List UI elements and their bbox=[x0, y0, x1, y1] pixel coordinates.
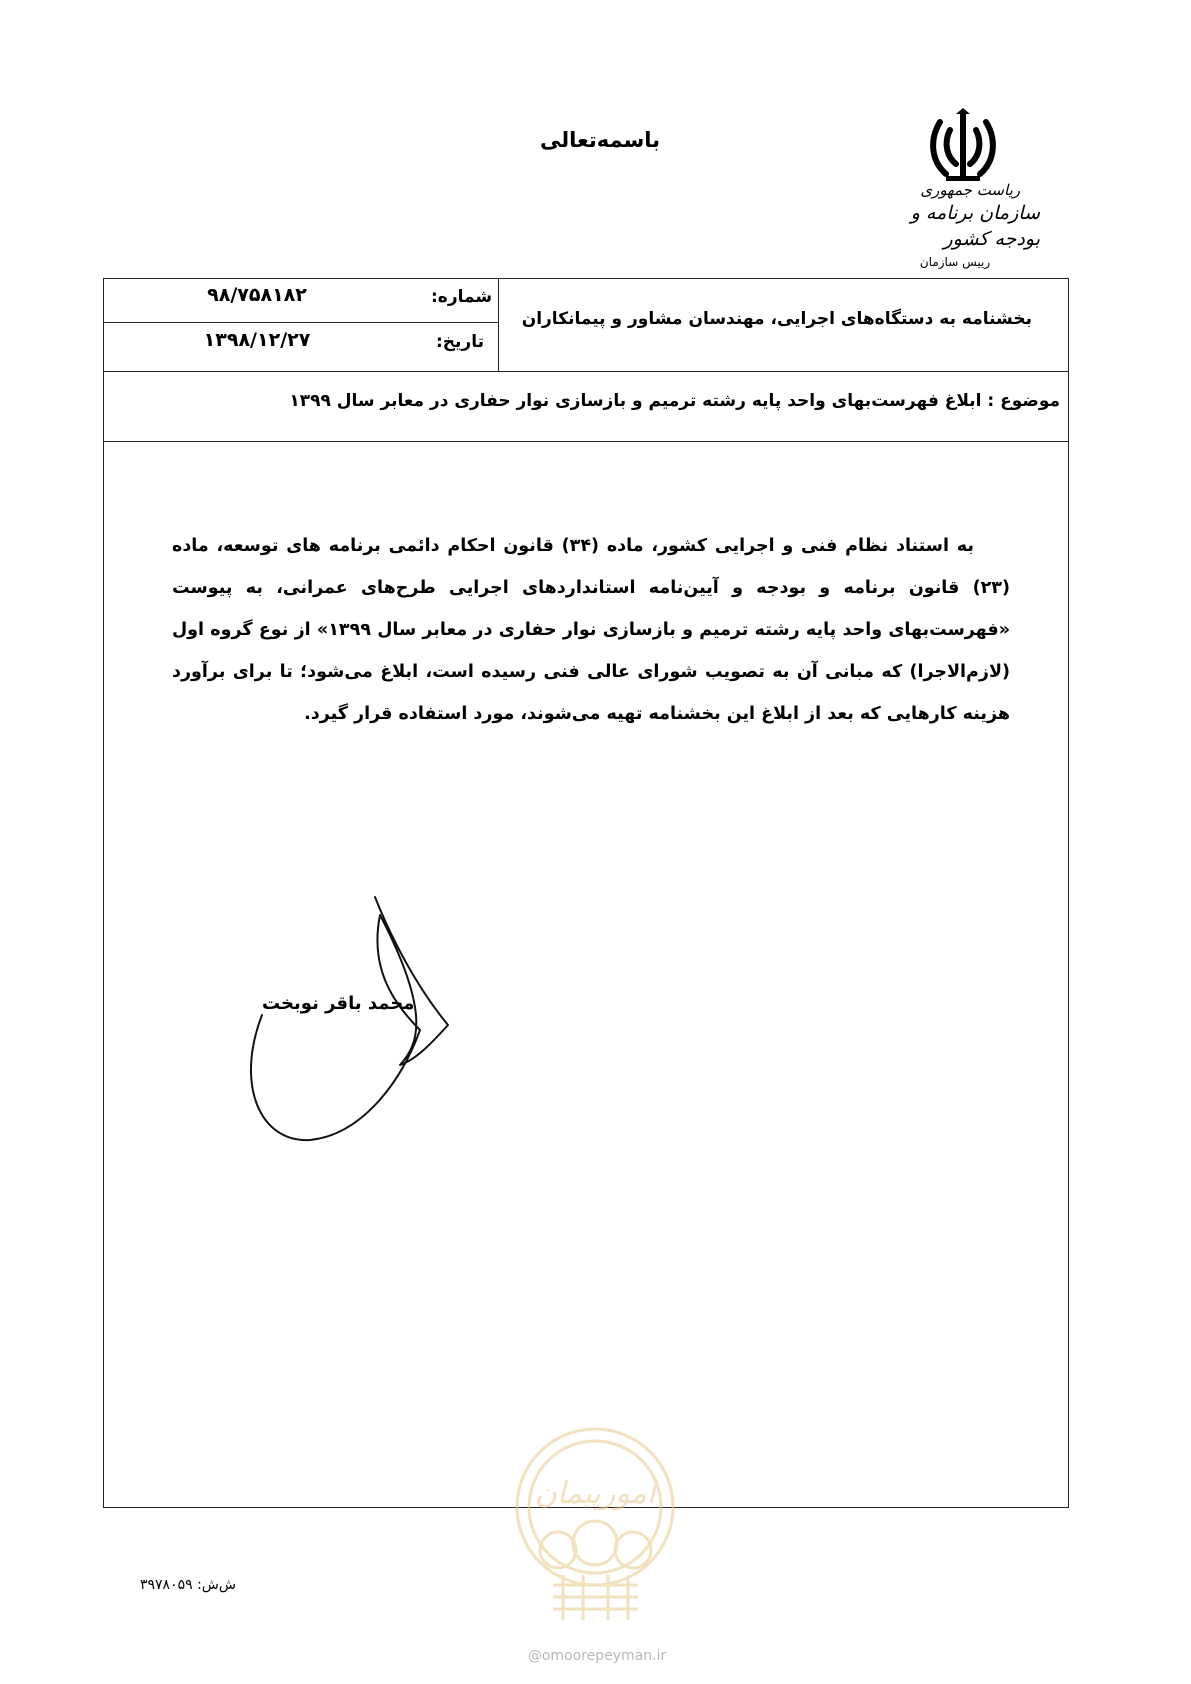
presidency-label: ریاست جمهوری bbox=[920, 181, 1020, 199]
iran-emblem-icon bbox=[926, 108, 1000, 186]
organization-head-label: رییس سازمان bbox=[919, 255, 991, 269]
number-value: ۹۸/۷۵۸۱۸۲ bbox=[207, 284, 307, 306]
body-line: (۲۳) قانون برنامه و بودجه و آیین‌نامه استانداردهای اجرایی طرح‌های عمرانی، به پیوست bbox=[172, 578, 1010, 598]
organization-name bbox=[870, 180, 1040, 252]
reference-footnote: ش‌ش: ۳۹۷۸۰۵۹ bbox=[140, 1577, 236, 1593]
body-line: هزینه کارهایی که بعد از ابلاغ این بخشنامه تهیه می‌شوند، مورد استفاده قرار گیرد. bbox=[304, 704, 1010, 724]
signer-name: محمد باقر نوبخت bbox=[262, 993, 415, 1014]
subject-line: موضوع : ابلاغ فهرست‌بهای واحد پایه رشته ترمیم و بازسازی نوار حفاری در معابر سال ۱۳۹۹ bbox=[289, 391, 1060, 411]
letter-body bbox=[172, 525, 1010, 735]
body-line: به استناد نظام فنی و اجرایی کشور، ماده (۳۴) قانون احکام دائمی برنامه های توسعه، ماده bbox=[172, 536, 974, 556]
number-label: شماره: bbox=[431, 287, 493, 307]
date-label: تاریخ: bbox=[436, 332, 484, 352]
handwritten-signature bbox=[240, 895, 470, 1145]
body-line: «فهرست‌بهای واحد پایه رشته ترمیم و بازسازی نوار حفاری در معابر سال ۱۳۹۹» از نوع گروه اول bbox=[172, 620, 1011, 640]
watermark-logo bbox=[513, 1425, 678, 1630]
date-value: ۱۳۹۸/۱۲/۲۷ bbox=[203, 329, 311, 351]
organization-label: سازمان برنامه و بودجه کشور bbox=[910, 202, 1040, 250]
letter-frame bbox=[103, 278, 1069, 1508]
website-mark: @omoorepeyman.ir bbox=[527, 1648, 667, 1664]
circular-recipients: بخشنامه به دستگاه‌های اجرایی، مهندسان مشاور و پیمانکاران bbox=[521, 309, 1032, 329]
watermark-text: امورپیمان bbox=[534, 1476, 656, 1511]
body-line: (لازم‌الاجرا) که مبانی آن به تصویب شورای عالی فنی رسیده است، ابلاغ می‌شود؛ تا برای برآورد bbox=[172, 662, 1010, 682]
invocation-heading: باسمه‌تعالی bbox=[540, 128, 660, 152]
